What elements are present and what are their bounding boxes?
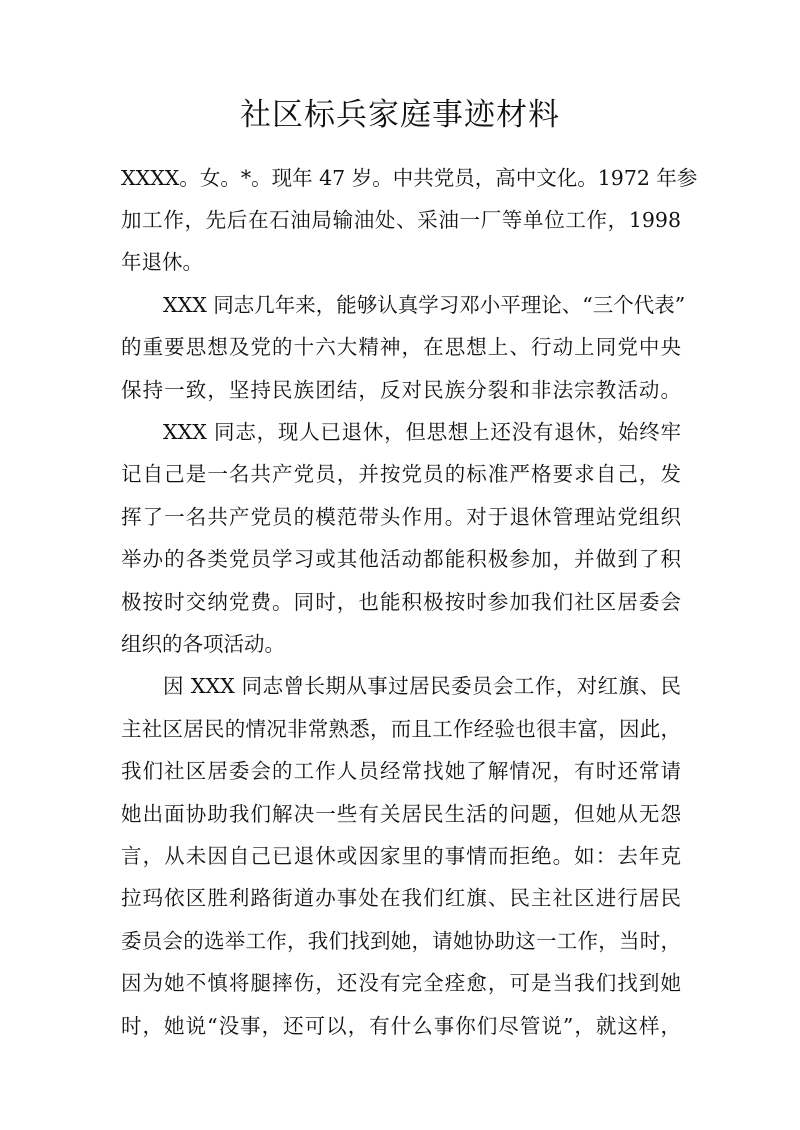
body-line: 时，她说“没事，还可以，有什么事你们尽管说”，就这样， — [121, 1014, 681, 1038]
body-line: 加工作，先后在石油局输油处、采油一厂等单位工作，1998 — [121, 208, 681, 232]
body-line: 保持一致，坚持民族团结，反对民族分裂和非法宗教活动。 — [121, 378, 681, 402]
body-line: 因为她不慎将腿摔伤，还没有完全痊愈，可是当我们找到她 — [121, 971, 681, 995]
body-line: XXXX。女。*。现年 47 岁。中共党员，高中文化。1972 年参 — [121, 166, 698, 190]
body-line: 挥了一名共产党员的模范带头作用。对于退休管理站党组织 — [121, 505, 681, 529]
body-line: XXX 同志，现人已退休，但思想上还没有退休，始终牢 — [163, 420, 681, 444]
body-line: 因 XXX 同志曾长期从事过居民委员会工作，对红旗、民 — [163, 674, 681, 698]
body-line: 组织的各项活动。 — [121, 632, 285, 656]
body-line: 记自己是一名共产党员，并按党员的标准严格要求自己，发 — [121, 462, 681, 486]
body-line: 言，从未因自己已退休或因家里的事情而拒绝。如：去年克 — [121, 844, 681, 868]
body-line: 我们社区居委会的工作人员经常找她了解情况，有时还常请 — [121, 759, 681, 783]
body-line: 举办的各类党员学习或其他活动都能积极参加，并做到了积 — [121, 547, 681, 571]
body-line: 委员会的选举工作，我们找到她，请她协助这一工作，当时， — [121, 929, 681, 953]
body-line: 拉玛依区胜利路街道办事处在我们红旗、民主社区进行居民 — [121, 886, 681, 910]
body-line: 她出面协助我们解决一些有关居民生活的问题，但她从无怨 — [121, 802, 681, 826]
body-line: 主社区居民的情况非常熟悉，而且工作经验也很丰富，因此， — [121, 717, 681, 741]
body-line: 的重要思想及党的十六大精神，在思想上、行动上同党中央 — [121, 335, 681, 359]
document-title: 社区标兵家庭事迹材料 — [240, 97, 560, 133]
body-line: 极按时交纳党费。同时，也能积极按时参加我们社区居委会 — [121, 590, 681, 614]
body-line: 年退休。 — [121, 250, 203, 274]
body-line: XXX 同志几年来，能够认真学习邓小平理论、“三个代表” — [163, 293, 686, 317]
